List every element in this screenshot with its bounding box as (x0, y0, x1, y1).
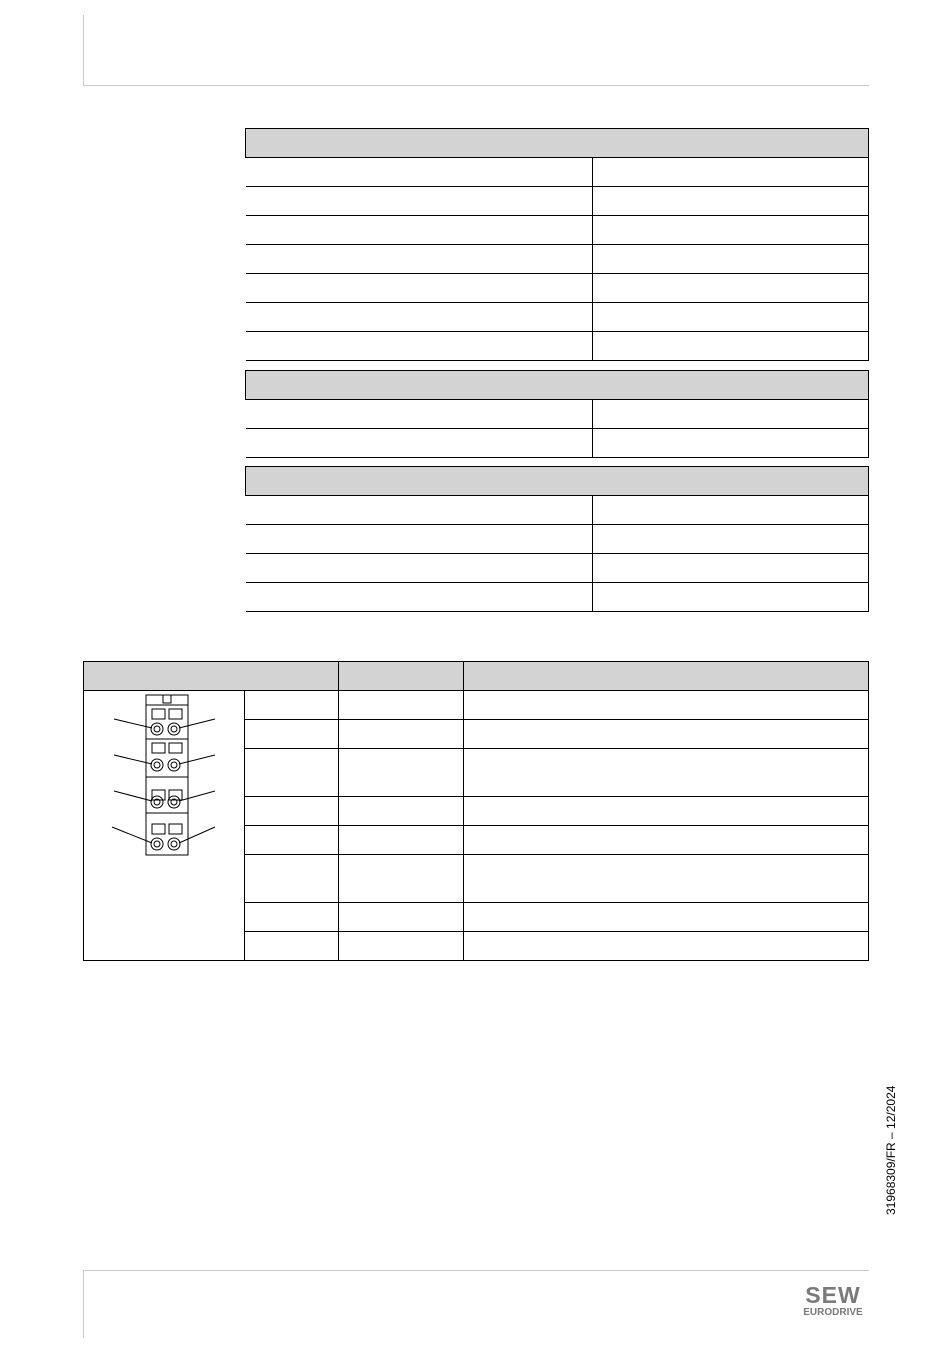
document-reference: 31968309/FR – 12/2024 (884, 1085, 898, 1215)
terminal-pair-3 (114, 777, 215, 808)
terminal-pair-1 (114, 705, 215, 735)
terminal-diagram-cell (84, 691, 245, 961)
footer-rule (83, 1270, 869, 1271)
spec-table-header (246, 129, 869, 158)
sew-eurodrive-logo (797, 1282, 869, 1318)
spec-table-header (246, 467, 869, 496)
svg-text:SEW: SEW (805, 1282, 861, 1308)
terminal-table (83, 661, 869, 961)
bottom-margin-line (83, 1270, 84, 1338)
spec-table-2 (245, 370, 869, 458)
top-margin-line (83, 15, 84, 85)
terminal-block-diagram (84, 691, 244, 861)
header-rule (83, 85, 869, 86)
spec-table-3 (245, 466, 869, 612)
spec-table-header (246, 371, 869, 400)
svg-text:EURODRIVE: EURODRIVE (803, 1307, 863, 1318)
terminal-pair-2 (114, 739, 215, 771)
spec-table-1 (245, 128, 869, 361)
terminal-pair-4 (112, 813, 215, 850)
